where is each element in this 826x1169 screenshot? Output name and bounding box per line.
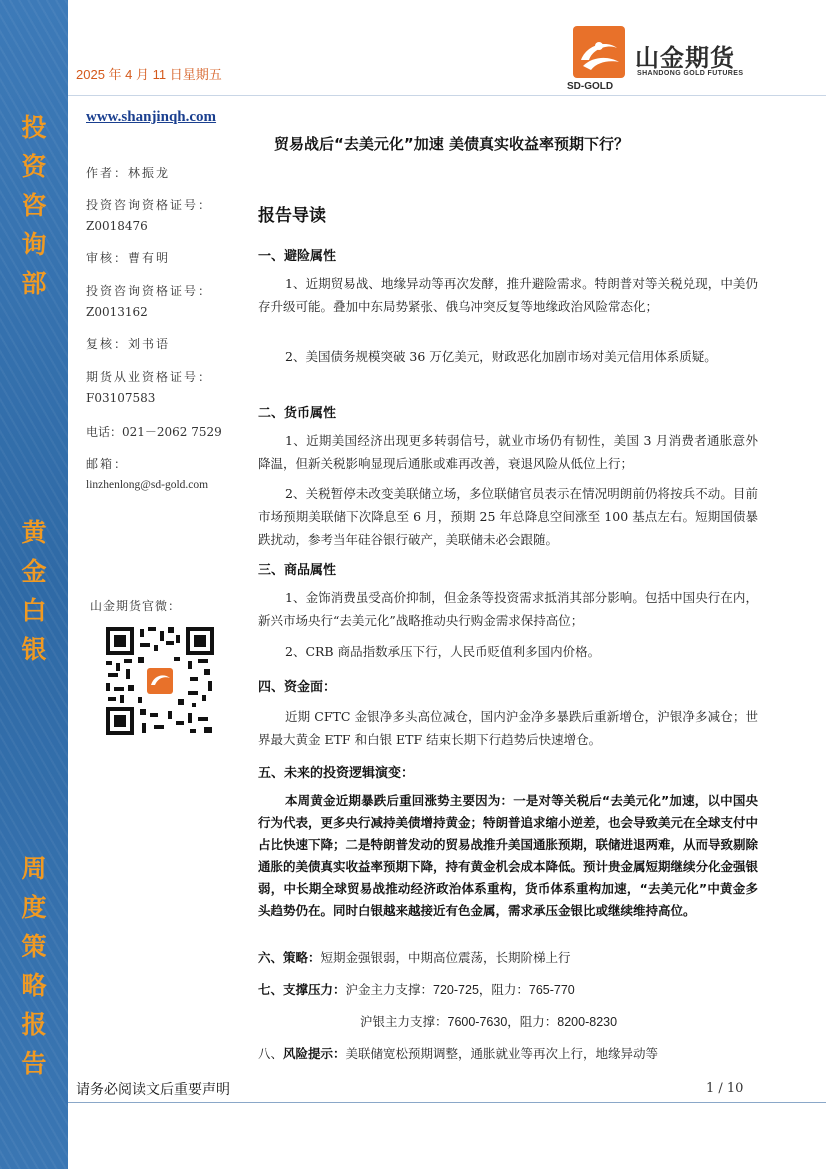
- author-cert: Z0018476: [86, 219, 148, 233]
- section-6-label: 六、策略：: [258, 950, 321, 965]
- author: 作者：林振龙: [86, 166, 171, 180]
- section-3-para-1: 1、金饰消费虽受高价抑制，但金条等投资需求抵消其部分影响。包括中国央行在内，新兴市场央行“去美元化”战略推动央行购金需求保持高位；: [258, 590, 758, 628]
- sidebar-report-type: 周 度 策 略 报 告: [21, 854, 47, 1078]
- section-2-para-1: 1、近期美国经济出现更多转弱信号，就业市场仍有韧性，美国 3 月消费者通胀意外降温，但新关税影响显现后通胀或难再改善，衰退风险从低位上行；: [258, 433, 758, 471]
- reviewer: 审核：曹有明: [86, 251, 171, 265]
- section-2-para-2: 2、关税暂停未改变美联储立场，多位联储官员表示在情况明朗前仍将按兵不动。目前市场预期美联储下次降息至 6 月，预期 25 年总降息空间涨至 100 基点左右。短期国债暴跌扰动，参考当年硅谷银行破产，美联储未必会跟随。: [258, 486, 758, 547]
- section-8-number: 八、: [258, 1046, 284, 1061]
- page-number: 1 / 10: [706, 1081, 744, 1096]
- email[interactable]: linzhenlong@sd-gold.com: [86, 479, 209, 491]
- reviewer-cert: Z0013162: [86, 305, 148, 319]
- rechecker-cert-label: 期货从业资格证号：: [86, 370, 213, 384]
- website-link[interactable]: www.shanjinqh.com: [86, 109, 217, 125]
- section-6-text: 短期金强银弱，中期高位震荡，长期阶梯上行: [320, 950, 571, 965]
- sidebar-dept-title: 投 资 咨 询 部: [21, 113, 47, 298]
- section-7-gold: 沪金主力支撑：720-725，阻力：765-770: [345, 983, 575, 997]
- section-7-silver: 沪银主力支撑：7600-7630，阻力：8200-8230: [360, 1015, 618, 1029]
- phone: 电话：021－2062 7529: [86, 425, 222, 439]
- wechat-qr-code[interactable]: [104, 625, 216, 737]
- logo-english-name: SHANDONG GOLD FUTURES: [637, 70, 744, 77]
- section-8-text: 美联储宽松预期调整，通胀就业等再次上行，地缘异动等: [345, 1046, 659, 1061]
- section-3-title: 三、商品属性: [258, 563, 337, 578]
- sidebar-band: [0, 0, 68, 1169]
- section-4-title: 四、资金面：: [258, 680, 337, 695]
- rechecker-cert: F03107583: [86, 391, 156, 405]
- section-5-title: 五、未来的投资逻辑演变：: [258, 766, 415, 781]
- reviewer-cert-label: 投资咨询资格证号：: [86, 284, 213, 298]
- section-6-line: [258, 948, 571, 966]
- rechecker: 复核：刘书语: [86, 337, 171, 351]
- section-7-line: [258, 980, 575, 998]
- header-divider: [68, 95, 826, 96]
- section-1-para-1: 1、近期贸易战、地缘异动等再次发酵，推升避险需求。特朗普对等关税兑现，中美仍存升级可能。叠加中东局势紧张、俄乌冲突反复等地缘政治风险常态化；: [258, 276, 758, 314]
- section-8-label: 风险提示：: [283, 1046, 346, 1061]
- logo-chinese-name: 山金期货: [635, 44, 735, 72]
- author-cert-label: 投资咨询资格证号：: [86, 198, 213, 212]
- logo-sd-gold: SD-GOLD: [567, 81, 614, 92]
- report-title: 贸易战后“去美元化”加速 美债真实收益率预期下行？: [274, 135, 629, 153]
- report-guide-heading: 报告导读: [258, 206, 326, 226]
- section-4-para-1: 近期 CFTC 金银净多头高位减仓，国内沪金净多暴跌后重新增仓，沪银净多减仓；世界最大黄金 ETF 和白银 ETF 结束长期下行趋势后快速增仓。: [258, 709, 758, 747]
- section-7-label: 七、支撑压力：: [258, 982, 346, 997]
- email-label: 邮箱：: [86, 457, 129, 471]
- footer-disclaimer: 请务必阅读文后重要声明: [76, 1082, 230, 1098]
- report-date: 2025 年 4 月 11 日星期五: [76, 67, 222, 82]
- section-8-line: [258, 1044, 658, 1062]
- qr-label: 山金期货官微：: [90, 599, 182, 613]
- section-3-para-2: 2、CRB 商品指数承压下行，人民币贬值利多国内价格。: [285, 644, 601, 659]
- section-2-title: 二、货币属性: [258, 406, 337, 421]
- section-5-para-1: 本周黄金近期暴跌后重回涨势主要因为：一是对等关税后“去美元化”加速，以中国央行为代表，更多央行减持美债增持黄金；特朗普追求缩小逆差，也会导致美元在全球支付中占比快速下降；二是特朗普发动的贸易战推升美国通胀预期，联储进退两难，从而导致剔除通胀的美债真实收益率预期下降，持有黄金机会成本降低。预计贵金属短期继续分化金强银弱，中长期全球贸易战推动经济政治体系重构，货币体系重构加速，“去美元化”中黄金多头趋势仍在。同时白银越来越接近有色金属，需求承压金银比或继续维持高位。: [258, 793, 759, 918]
- company-logo: [565, 26, 755, 96]
- sidebar-topic-title: 黄 金 白 银: [21, 518, 47, 664]
- section-1-title: 一、避险属性: [258, 249, 337, 264]
- section-1-para-2: 2、美国债务规模突破 36 万亿美元，财政恶化加剧市场对美元信用体系质疑。: [285, 349, 717, 364]
- footer-divider: [68, 1102, 826, 1103]
- sd-gold-logo-icon: [573, 26, 625, 78]
